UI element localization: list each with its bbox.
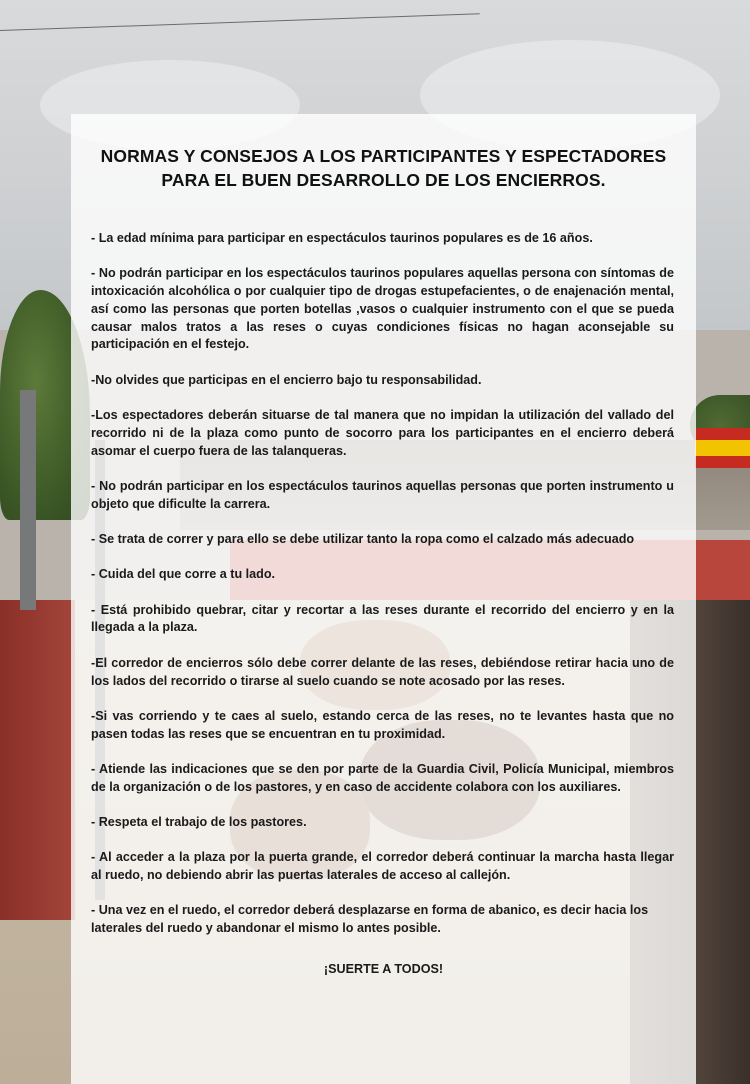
rule-item: - Una vez en el ruedo, el corredor deberá desplazarse en forma de abanico, es decir hacia los laterales del ruedo y abandonar el mismo lo antes posible.: [91, 903, 649, 936]
title-line-1: NORMAS Y CONSEJOS A LOS PARTICIPANTES Y ESPECTADORES: [100, 146, 667, 166]
rule-item: -Si vas corriendo y te caes al suelo, estando cerca de las reses, no te levantes hasta que no pasen todas las reses que se encuentran en tu proximidad.: [91, 708, 674, 741]
rule-item: - No podrán participar en los espectáculos taurinos populares aquellas persona con síntomas de intoxicación alcohólica o por cualquier tipo de drogas estupefacientes, o de enajenación mental, así como las personas que porten botellas ,vasos o cualquier instrumento con el que se pueda causar malos tratos a las reses o cuyas condiciones físicas no hagan aconsejable su participación en el festejo.: [91, 266, 674, 352]
rule-item: - No podrán participar en los espectáculos taurinos aquellas personas que porten instrumento u objeto que dificulte la carrera.: [91, 478, 674, 511]
rule-item: - Atiende las indicaciones que se den por parte de la Guardia Civil, Policía Municipal, miembros de la organización o de los pastores, y en caso de accidente colabora con los auxiliares.: [91, 761, 674, 794]
rule-item: -No olvides que participas en el encierro bajo tu responsabilidad.: [91, 372, 482, 387]
red-barrier: [0, 600, 75, 920]
rule-item: - Cuida del que corre a tu lado.: [91, 567, 276, 582]
rule-item: - Se trata de correr y para ello se debe utilizar tanto la ropa como el calzado más adecuado: [91, 532, 635, 547]
rule-item: - La edad mínima para participar en espectáculos taurinos populares es de 16 años.: [91, 231, 593, 245]
rule-item: - Al acceder a la plaza por la puerta grande, el corredor deberá continuar la marcha hasta llegar al ruedo, no debiendo abrir las puertas laterales de acceso al callejón.: [91, 850, 674, 883]
closing-message: ¡SUERTE A TODOS!: [323, 962, 444, 976]
rule-item: - Está prohibido quebrar, citar y recortar a las reses durante el recorrido del encierro y en la llegada a la plaza.: [91, 602, 674, 635]
rules-panel: [71, 114, 696, 1084]
rule-item: -Los espectadores deberán situarse de tal manera que no impidan la utilización del vallado del recorrido ni de la plaza como punto de socorro para los participantes en el encierro deberá asomar el cuerpo fuera de las talanqueras.: [91, 408, 674, 458]
spanish-flag: [695, 428, 750, 468]
rule-item: - Respeta el trabajo de los pastores.: [91, 815, 307, 830]
title-line-2: PARA EL BUEN DESARROLLO DE LOS ENCIERROS.: [161, 170, 606, 190]
rules-list: [91, 230, 674, 956]
pole: [20, 390, 36, 610]
rule-item: -El corredor de encierros sólo debe correr delante de las reses, debiéndose retirar hacia uno de los lados del recorrido o tirarse al suelo cuando se note acosado por las reses.: [91, 655, 674, 688]
page-title: [71, 144, 696, 192]
